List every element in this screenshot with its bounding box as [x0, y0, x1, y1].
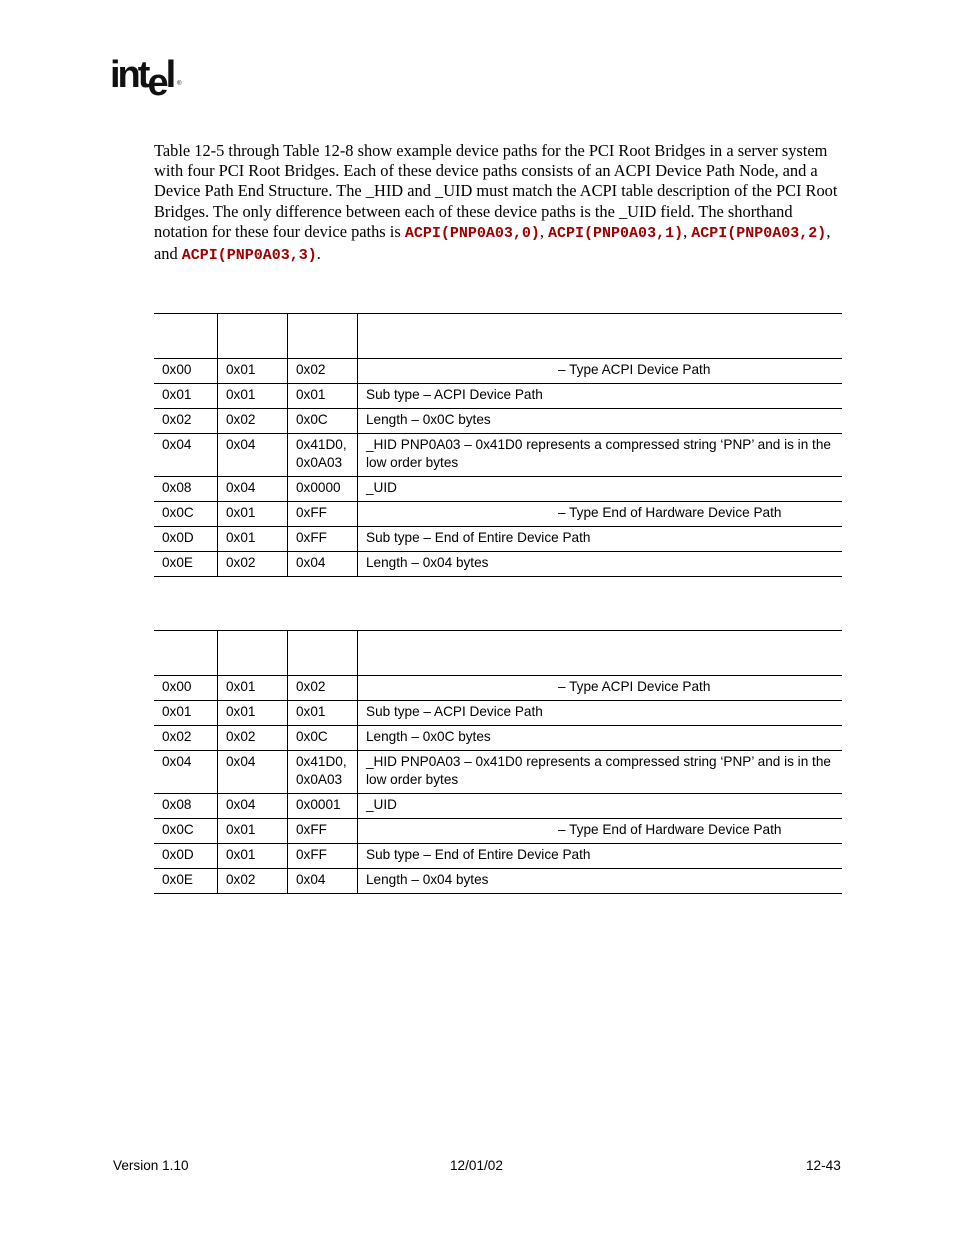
table-row: [154, 794, 842, 819]
data-value-cell: 0x41D0, 0x0A03: [288, 434, 358, 477]
header-cell: [288, 631, 358, 676]
table-row: [154, 434, 842, 477]
footer-page-number: 12-43: [806, 1158, 841, 1173]
byte-length-cell: 0x04: [218, 434, 288, 477]
table-row: [154, 844, 842, 869]
byte-length-cell: 0x02: [218, 409, 288, 434]
data-value-cell: 0xFF: [288, 502, 358, 527]
description-cell: Sub type – ACPI Device Path: [358, 384, 843, 409]
byte-length-cell: 0x01: [218, 676, 288, 701]
code-acpi-2: ACPI(PNP0A03,2): [691, 224, 827, 242]
table-row: [154, 477, 842, 502]
byte-length-cell: 0x01: [218, 384, 288, 409]
code-acpi-0: ACPI(PNP0A03,0): [404, 224, 540, 242]
byte-offset-cell: 0x04: [154, 434, 218, 477]
table-row: [154, 676, 842, 701]
header-cell: [218, 314, 288, 359]
byte-offset-cell: 0x00: [154, 676, 218, 701]
data-value-cell: 0x0000: [288, 477, 358, 502]
byte-offset-cell: 0x08: [154, 794, 218, 819]
description-cell: Length – 0x04 bytes: [358, 869, 843, 894]
byte-offset-cell: 0x02: [154, 409, 218, 434]
device-path-table-2: [154, 630, 842, 894]
byte-length-cell: 0x01: [218, 819, 288, 844]
byte-offset-cell: 0x04: [154, 751, 218, 794]
description-cell: _UID: [358, 477, 843, 502]
footer-version: Version 1.10: [113, 1158, 189, 1173]
header-cell: [358, 314, 843, 359]
byte-offset-cell: 0x0D: [154, 844, 218, 869]
description-cell: Sub type – ACPI Device Path: [358, 701, 843, 726]
data-value-cell: 0x01: [288, 701, 358, 726]
description-cell: – Type ACPI Device Path: [358, 359, 843, 384]
table-row: [154, 869, 842, 894]
table-row: [154, 819, 842, 844]
footer-date: 12/01/02: [450, 1158, 503, 1173]
byte-length-cell: 0x02: [218, 869, 288, 894]
description-cell: _HID PNP0A03 – 0x41D0 represents a compressed string ‘PNP’ and is in the low order bytes: [358, 434, 843, 477]
table-row: [154, 409, 842, 434]
description-cell: _HID PNP0A03 – 0x41D0 represents a compressed string ‘PNP’ and is in the low order bytes: [358, 751, 843, 794]
byte-length-cell: 0x02: [218, 552, 288, 577]
data-value-cell: 0x0001: [288, 794, 358, 819]
table-row: [154, 527, 842, 552]
data-value-cell: 0x41D0, 0x0A03: [288, 751, 358, 794]
data-value-cell: 0xFF: [288, 527, 358, 552]
byte-length-cell: 0x01: [218, 844, 288, 869]
table-header-row: [154, 314, 842, 359]
byte-offset-cell: 0x0D: [154, 527, 218, 552]
data-value-cell: 0x0C: [288, 726, 358, 751]
byte-length-cell: 0x01: [218, 359, 288, 384]
data-value-cell: 0xFF: [288, 844, 358, 869]
table-row: [154, 359, 842, 384]
byte-length-cell: 0x01: [218, 701, 288, 726]
byte-offset-cell: 0x02: [154, 726, 218, 751]
data-value-cell: 0x0C: [288, 409, 358, 434]
description-cell: – Type ACPI Device Path: [358, 676, 843, 701]
table-header-row: [154, 631, 842, 676]
header-cell: [358, 631, 843, 676]
data-value-cell: 0x04: [288, 552, 358, 577]
byte-offset-cell: 0x0C: [154, 502, 218, 527]
description-cell: Sub type – End of Entire Device Path: [358, 844, 843, 869]
description-cell: – Type End of Hardware Device Path: [358, 819, 843, 844]
byte-offset-cell: 0x0C: [154, 819, 218, 844]
data-value-cell: 0x02: [288, 676, 358, 701]
table-row: [154, 751, 842, 794]
byte-length-cell: 0x01: [218, 502, 288, 527]
byte-offset-cell: 0x0E: [154, 552, 218, 577]
description-cell: – Type End of Hardware Device Path: [358, 502, 843, 527]
header-cell: [154, 631, 218, 676]
code-acpi-3: ACPI(PNP0A03,3): [181, 247, 317, 265]
byte-offset-cell: 0x01: [154, 701, 218, 726]
data-value-cell: 0x02: [288, 359, 358, 384]
table-row: [154, 701, 842, 726]
description-cell: Length – 0x04 bytes: [358, 552, 843, 577]
byte-offset-cell: 0x08: [154, 477, 218, 502]
byte-length-cell: 0x04: [218, 477, 288, 502]
header-cell: [218, 631, 288, 676]
description-cell: Length – 0x0C bytes: [358, 409, 843, 434]
byte-length-cell: 0x02: [218, 726, 288, 751]
byte-offset-cell: 0x01: [154, 384, 218, 409]
description-cell: _UID: [358, 794, 843, 819]
device-path-table-1: [154, 313, 842, 577]
byte-length-cell: 0x04: [218, 751, 288, 794]
table-row: [154, 502, 842, 527]
table-row: [154, 552, 842, 577]
byte-length-cell: 0x01: [218, 527, 288, 552]
intro-paragraph: Table 12-5 through Table 12-8 show example device paths for the PCI Root Bridges in a server system with four PCI Root Bridges. Each of these device paths consists of an ACPI Device Path Node, and a Device Path End Structure. The _HID and _UID must match the ACPI table description of the PCI Root Bridges. The only difference between each of these device paths is the _UID field. The shorthand notation for these four device paths is ACPI(PNP0A03,0), ACPI(PNP0A03,1), ACPI(PNP0A03,2), and ACPI(PNP0A03,3).: [154, 141, 838, 265]
code-acpi-1: ACPI(PNP0A03,1): [548, 224, 684, 242]
header-cell: [288, 314, 358, 359]
data-value-cell: 0xFF: [288, 819, 358, 844]
description-cell: Sub type – End of Entire Device Path: [358, 527, 843, 552]
intel-logo: intel ®: [110, 54, 182, 104]
byte-offset-cell: 0x00: [154, 359, 218, 384]
table-row: [154, 384, 842, 409]
byte-offset-cell: 0x0E: [154, 869, 218, 894]
byte-length-cell: 0x04: [218, 794, 288, 819]
table-row: [154, 726, 842, 751]
data-value-cell: 0x04: [288, 869, 358, 894]
header-cell: [154, 314, 218, 359]
data-value-cell: 0x01: [288, 384, 358, 409]
description-cell: Length – 0x0C bytes: [358, 726, 843, 751]
